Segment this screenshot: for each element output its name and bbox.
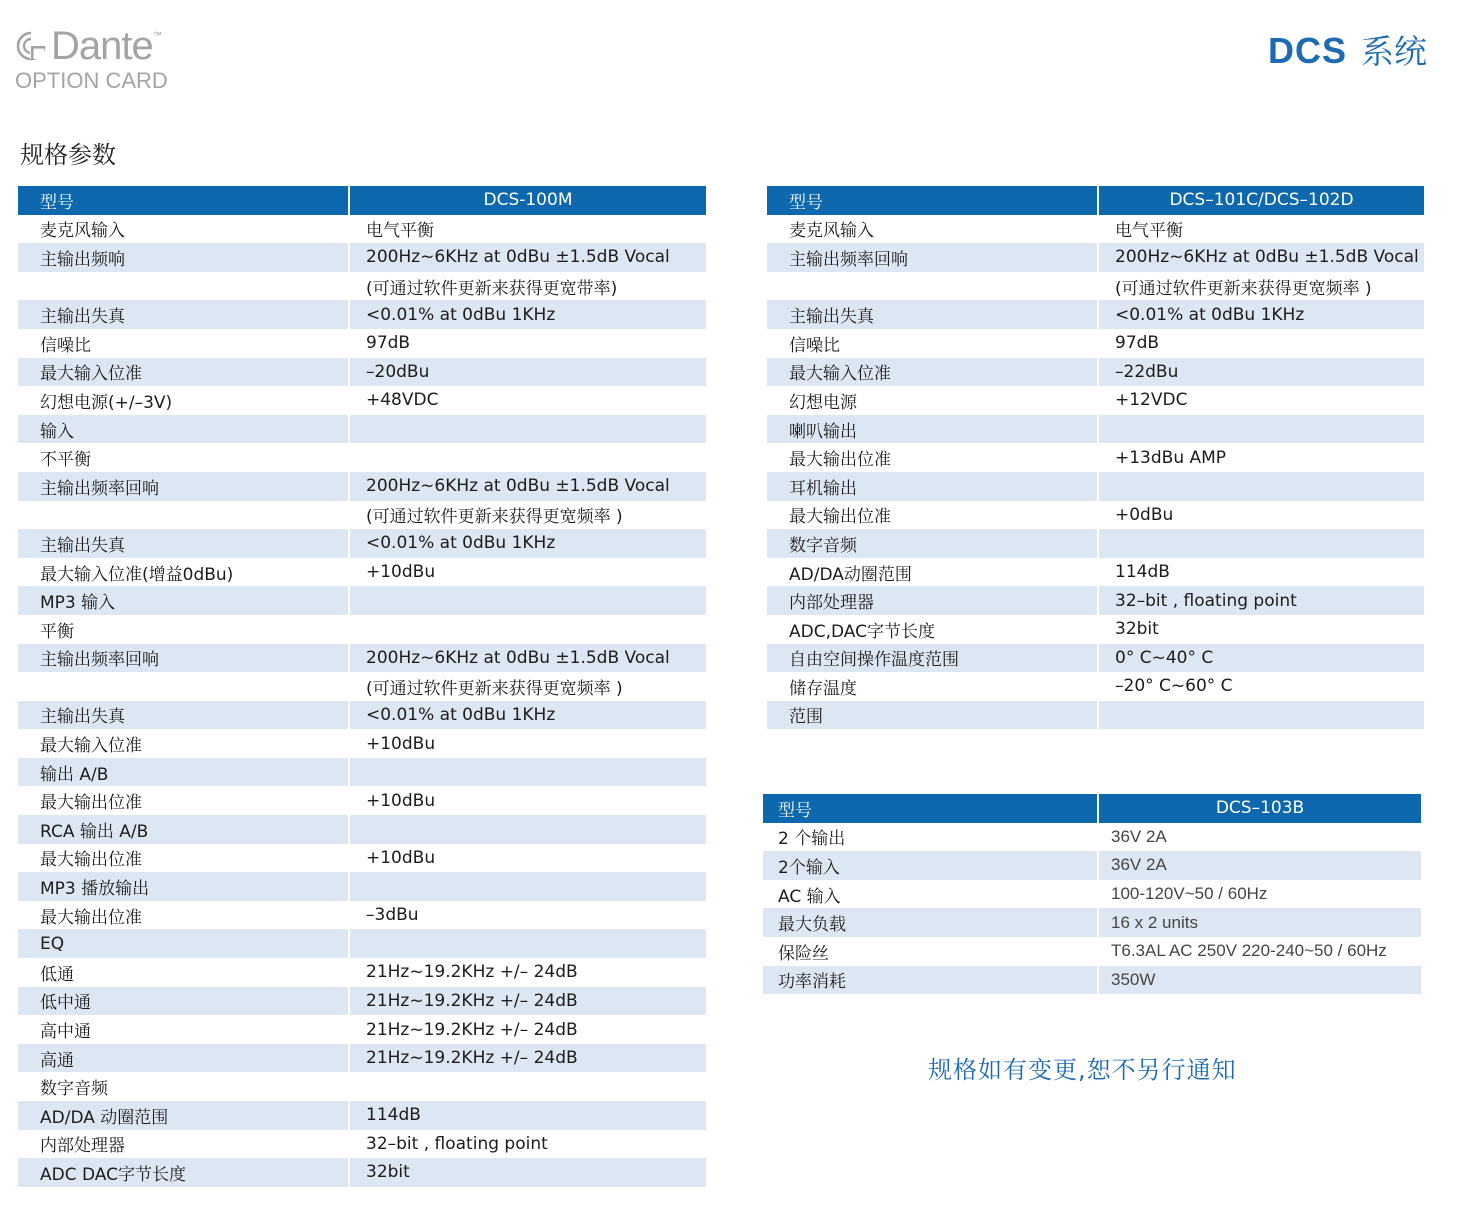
spec-value: +12VDC: [1097, 386, 1424, 415]
spec-value: +10dBu: [348, 729, 706, 758]
table-row: [18, 1044, 706, 1073]
table-row: [767, 586, 1424, 615]
spec-label: 高通: [18, 1044, 348, 1073]
table-row: [18, 929, 706, 958]
spec-value: (可通过软件更新来获得更宽频率 ): [1097, 272, 1424, 301]
spec-value: 21Hz~19.2KHz +/– 24dB: [348, 1015, 706, 1044]
spec-label: 保险丝: [778, 943, 829, 964]
spec-value: [348, 415, 706, 444]
spec-value: 200Hz~6KHz at 0dBu ±1.5dB Vocal: [348, 644, 706, 673]
spec-label: 麦克风输入: [789, 221, 874, 242]
table-row: [767, 358, 1424, 387]
spec-label: MP3 输入: [18, 586, 348, 615]
spec-label: 喇叭输出: [767, 415, 1097, 444]
spec-value: [348, 586, 706, 615]
system-code: DCS: [1267, 30, 1347, 71]
spec-label: MP3 播放输出: [18, 872, 348, 901]
spec-value: [1097, 529, 1424, 558]
table-row: [767, 501, 1424, 530]
spec-value: <0.01% at 0dBu 1KHz: [1097, 300, 1424, 329]
spec-label: 主输出失真: [18, 300, 348, 329]
table-row: [18, 701, 706, 730]
spec-value: 97dB: [348, 329, 706, 358]
spec-value: 114dB: [1097, 558, 1424, 587]
spec-value: +10dBu: [348, 558, 706, 587]
table-row: [767, 243, 1424, 272]
spec-value: 114dB: [348, 1101, 706, 1130]
table-row: [767, 415, 1424, 444]
table-row: [18, 1072, 706, 1101]
logo-trademark: ™: [152, 30, 162, 40]
spec-table-dcs-100m: [18, 186, 706, 1187]
table-row: [767, 472, 1424, 501]
table-row: [767, 272, 1424, 301]
spec-value: –20dBu: [348, 358, 706, 387]
spec-value: <0.01% at 0dBu 1KHz: [348, 300, 706, 329]
spec-label: 低中通: [18, 987, 348, 1016]
spec-value: (可通过软件更新来获得更宽频率 ): [348, 672, 706, 701]
dante-logo: [14, 26, 214, 96]
spec-value: 200Hz~6KHz at 0dBu ±1.5dB Vocal: [348, 243, 706, 272]
table-row: [18, 872, 706, 901]
spec-label: RCA 输出 A/B: [18, 815, 348, 844]
spec-value: [348, 443, 706, 472]
table-row: [18, 529, 706, 558]
spec-value: 36V 2A: [1097, 851, 1421, 880]
header-label: 型号: [18, 186, 348, 215]
table-row: [18, 644, 706, 673]
spec-label: 信噪比: [40, 335, 91, 356]
spec-label: 幻想电源: [789, 392, 857, 413]
table-header-row: [763, 794, 1421, 823]
spec-value: +48VDC: [348, 386, 706, 415]
header-label: 型号: [763, 794, 1097, 823]
spec-label: 输入: [18, 415, 348, 444]
spec-value: <0.01% at 0dBu 1KHz: [348, 529, 706, 558]
spec-value: 电气平衡: [348, 215, 706, 244]
table-row: [18, 729, 706, 758]
table-row: [18, 386, 706, 415]
logo-word: Dante: [51, 24, 153, 68]
dante-mark-icon: [14, 29, 48, 63]
spec-label: 内部处理器: [767, 586, 1097, 615]
table-header-row: [767, 186, 1424, 215]
spec-label: EQ: [18, 929, 348, 958]
spec-label: [18, 501, 348, 530]
spec-label: 2 个输出: [778, 829, 846, 850]
table-row: [18, 558, 706, 587]
table-row: [767, 300, 1424, 329]
spec-value: [348, 815, 706, 844]
spec-value: +10dBu: [348, 844, 706, 873]
spec-value: 97dB: [1097, 329, 1424, 358]
table-row: [763, 937, 1421, 966]
header-model: DCS–101C/DCS–102D: [1097, 186, 1424, 215]
table-row: [763, 880, 1421, 909]
header-label: 型号: [767, 186, 1097, 215]
spec-label: 最大输入位准: [40, 736, 142, 757]
table-row: [18, 501, 706, 530]
table-row: [18, 786, 706, 815]
table-row: [18, 243, 706, 272]
table-row: [18, 272, 706, 301]
spec-value: 电气平衡: [1097, 215, 1424, 244]
spec-table-dcs-101c-102d: [767, 186, 1424, 729]
spec-label: AC 输入: [778, 886, 841, 907]
spec-value: (可通过软件更新来获得更宽带率): [348, 272, 706, 301]
table-header-row: [18, 186, 706, 215]
spec-label: 最大输入位准(增益0dBu): [40, 564, 234, 585]
spec-label: [18, 672, 348, 701]
table-row: [18, 615, 706, 644]
spec-label: 主输出失真: [18, 701, 348, 730]
spec-value: 21Hz~19.2KHz +/– 24dB: [348, 1044, 706, 1073]
table-row: [18, 815, 706, 844]
table-row: [767, 644, 1424, 673]
spec-value: <0.01% at 0dBu 1KHz: [348, 701, 706, 730]
table-row: [18, 358, 706, 387]
table-row: [767, 615, 1424, 644]
spec-label: 最大输出位准: [789, 507, 891, 528]
table-row: [18, 1101, 706, 1130]
table-row: [763, 966, 1421, 995]
spec-label: 最大输入位准: [767, 358, 1097, 387]
spec-label: 平衡: [40, 621, 74, 642]
table-row: [767, 443, 1424, 472]
spec-value: 200Hz~6KHz at 0dBu ±1.5dB Vocal: [1097, 243, 1424, 272]
table-row: [18, 1130, 706, 1159]
spec-label: AD/DA动圈范围: [789, 564, 912, 585]
table-row: [18, 1015, 706, 1044]
table-row: [767, 558, 1424, 587]
spec-label: 最大输出位准: [40, 907, 142, 928]
spec-label: 功率消耗: [763, 966, 1097, 995]
spec-value: [1097, 472, 1424, 501]
system-label: 系统: [1361, 32, 1427, 71]
header-model: DCS–103B: [1097, 794, 1421, 823]
spec-label: ADC DAC字节长度: [18, 1158, 348, 1187]
table-row: [767, 701, 1424, 730]
spec-value: 21Hz~19.2KHz +/– 24dB: [348, 987, 706, 1016]
spec-label: 麦克风输入: [40, 221, 125, 242]
spec-value: [348, 758, 706, 787]
table-row: [18, 987, 706, 1016]
spec-value: [1097, 701, 1424, 730]
spec-label: 最大负载: [763, 908, 1097, 937]
table-row: [767, 329, 1424, 358]
spec-label: AD/DA 动圈范围: [18, 1101, 348, 1130]
spec-value: T6.3AL AC 250V 220-240~50 / 60Hz: [1097, 937, 1421, 966]
table-row: [18, 300, 706, 329]
spec-table-dcs-103b: [763, 794, 1421, 994]
table-row: [763, 823, 1421, 852]
spec-label: 主输出失真: [18, 529, 348, 558]
spec-value: 32–bit , floating point: [1097, 586, 1424, 615]
spec-label: 最大输出位准: [40, 793, 142, 814]
table-row: [18, 443, 706, 472]
table-row: [18, 415, 706, 444]
spec-label: 主输出频率回响: [18, 472, 348, 501]
table-row: [767, 386, 1424, 415]
spec-label: ADC,DAC字节长度: [789, 621, 935, 642]
table-row: [18, 472, 706, 501]
spec-value: 32bit: [348, 1158, 706, 1187]
spec-value: 350W: [1097, 966, 1421, 995]
spec-label: 内部处理器: [40, 1136, 125, 1157]
system-brand: [1268, 26, 1427, 73]
spec-label: 主输出频率回响: [767, 243, 1097, 272]
spec-value: (可通过软件更新来获得更宽频率 ): [348, 501, 706, 530]
spec-label: 数字音频: [767, 529, 1097, 558]
spec-label: 2个输入: [763, 851, 1097, 880]
spec-label: 主输出频率回响: [18, 644, 348, 673]
table-row: [18, 844, 706, 873]
table-row: [18, 901, 706, 930]
table-row: [18, 586, 706, 615]
spec-value: [348, 872, 706, 901]
spec-value: 21Hz~19.2KHz +/– 24dB: [348, 958, 706, 987]
spec-label: 主输出频响: [18, 243, 348, 272]
logo-subtitle: OPTION CARD: [15, 68, 168, 93]
spec-label: 范围: [767, 701, 1097, 730]
spec-label: 低通: [40, 964, 74, 985]
spec-label: 自由空间操作温度范围: [767, 644, 1097, 673]
spec-label: [18, 272, 348, 301]
spec-value: +13dBu AMP: [1097, 443, 1424, 472]
table-row: [767, 529, 1424, 558]
table-row: [18, 958, 706, 987]
spec-value: –3dBu: [348, 901, 706, 930]
table-row: [763, 908, 1421, 937]
spec-value: –20° C~60° C: [1097, 672, 1424, 701]
spec-value: 200Hz~6KHz at 0dBu ±1.5dB Vocal: [348, 472, 706, 501]
table-row: [18, 758, 706, 787]
spec-value: +10dBu: [348, 786, 706, 815]
spec-label: 不平衡: [40, 450, 91, 471]
spec-label: 输出 A/B: [18, 758, 348, 787]
spec-value: 16 x 2 units: [1097, 908, 1421, 937]
table-row: [18, 215, 706, 244]
spec-value: [348, 615, 706, 644]
spec-value: +0dBu: [1097, 501, 1424, 530]
spec-label: 高中通: [40, 1022, 91, 1043]
spec-label: 最大输入位准: [18, 358, 348, 387]
table-row: [767, 215, 1424, 244]
table-row: [18, 672, 706, 701]
spec-value: [348, 1072, 706, 1101]
spec-label: 储存温度: [789, 678, 857, 699]
spec-value: [1097, 415, 1424, 444]
spec-value: 0° C~40° C: [1097, 644, 1424, 673]
spec-label: 幻想电源(+/–3V): [40, 392, 173, 413]
disclaimer-notice: 规格如有变更,恕不另行通知: [928, 1056, 1237, 1084]
spec-label: 主输出失真: [767, 300, 1097, 329]
spec-value: 32bit: [1097, 615, 1424, 644]
table-row: [18, 1158, 706, 1187]
spec-value: [348, 929, 706, 958]
spec-label: 信噪比: [789, 335, 840, 356]
spec-label: 最大输出位准: [40, 850, 142, 871]
table-row: [18, 329, 706, 358]
spec-value: 100-120V~50 / 60Hz: [1097, 880, 1421, 909]
header-model: DCS-100M: [348, 186, 706, 215]
spec-label: 耳机输出: [767, 472, 1097, 501]
section-title: 规格参数: [20, 141, 116, 169]
spec-label: [767, 272, 1097, 301]
table-row: [767, 672, 1424, 701]
spec-value: 32–bit , floating point: [348, 1130, 706, 1159]
spec-value: 36V 2A: [1097, 823, 1421, 852]
spec-value: –22dBu: [1097, 358, 1424, 387]
table-row: [763, 851, 1421, 880]
spec-label: 最大输出位准: [789, 450, 891, 471]
spec-label: 数字音频: [40, 1079, 108, 1100]
